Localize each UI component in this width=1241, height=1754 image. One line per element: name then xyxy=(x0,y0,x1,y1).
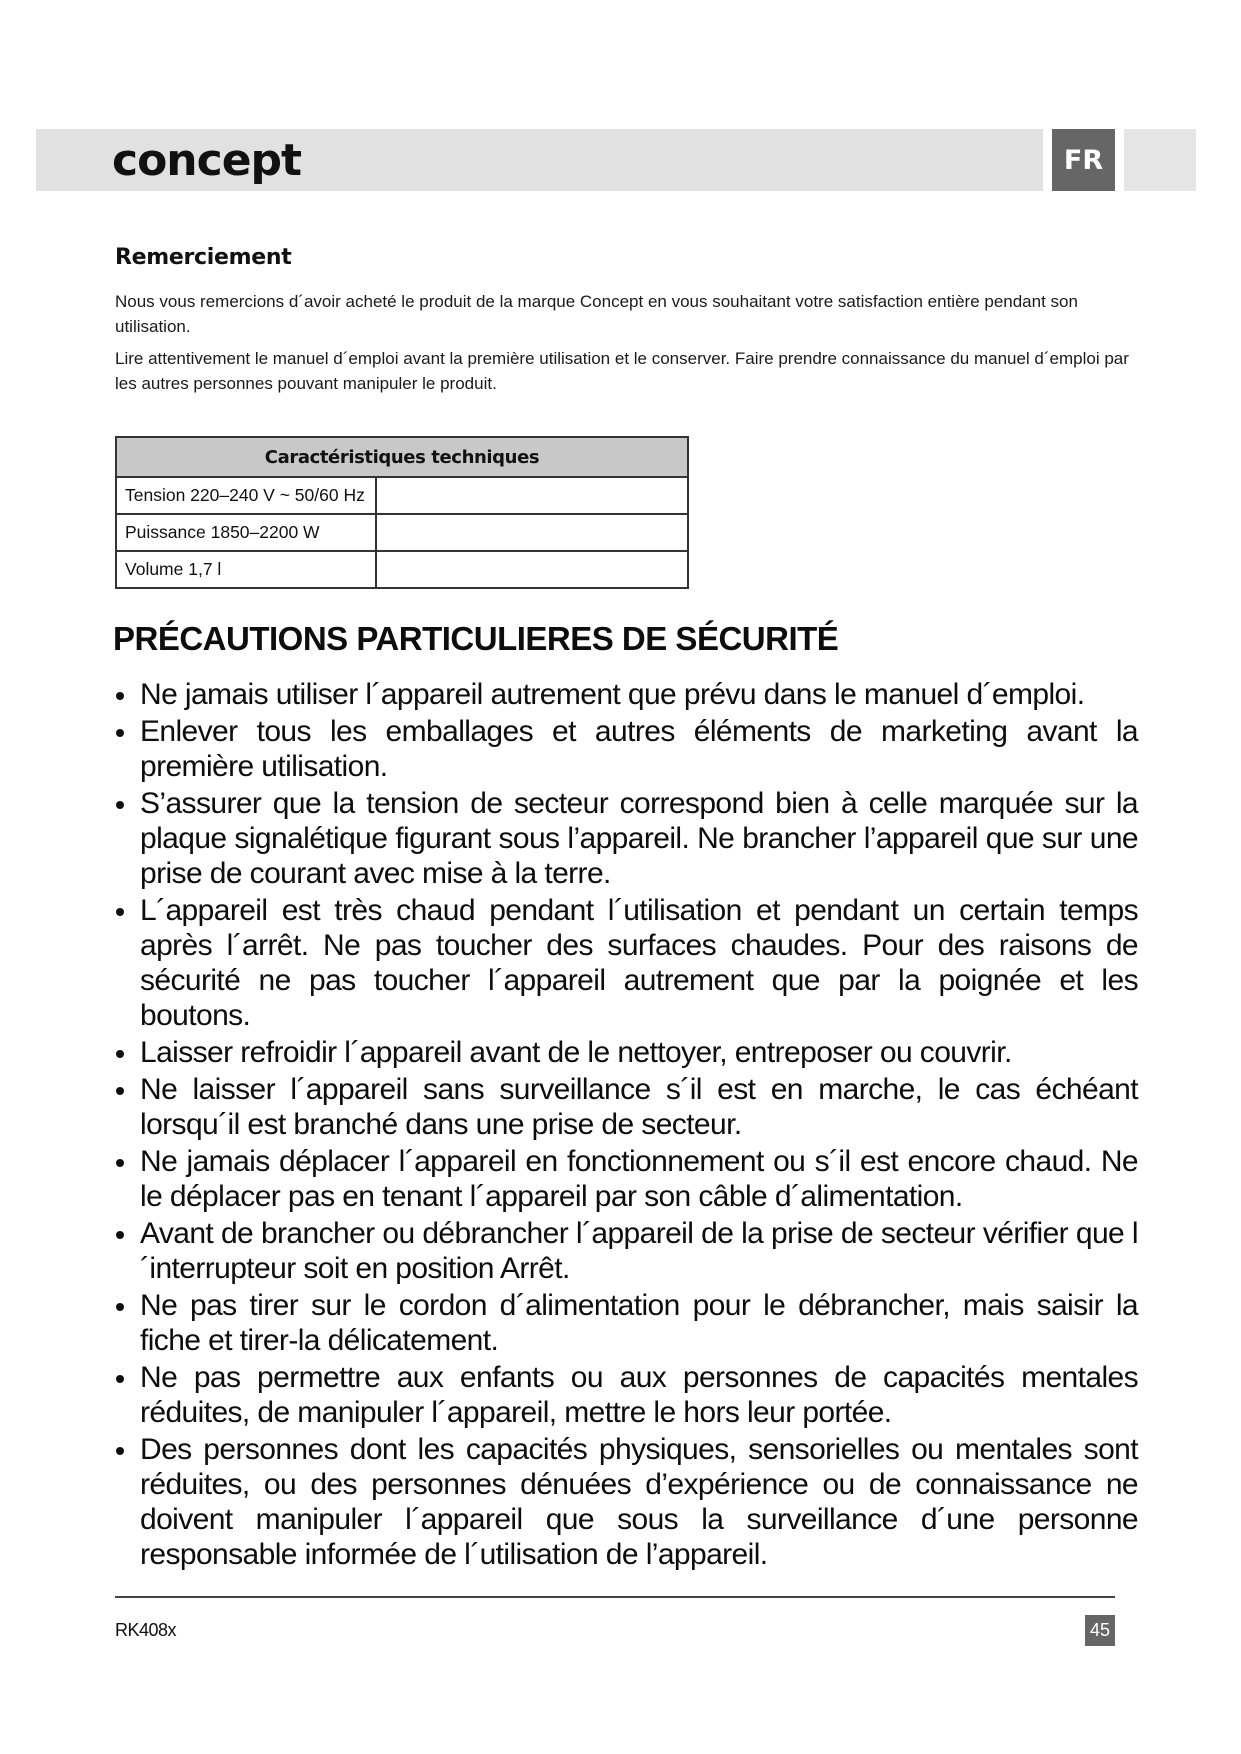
spec-label: Puissance 1850–2200 W xyxy=(116,514,376,551)
bullet-icon xyxy=(116,1159,124,1167)
list-item: Enlever tous les emballages et autres éléments de marketing avant la première utilisation. xyxy=(113,714,1138,784)
bullet-icon xyxy=(116,692,124,700)
brand-logo: concept xyxy=(112,134,302,186)
footer-divider xyxy=(115,1596,1115,1598)
language-badge: FR xyxy=(1052,129,1115,191)
list-item: L´appareil est très chaud pendant l´utilisation et pendant un certain temps après l´arrêt. Ne pas toucher des surfaces chaudes. Pour des raisons de sécurité ne pas toucher l´appareil autrement que par la poignée et les boutons. xyxy=(113,893,1138,1033)
spec-value xyxy=(376,551,688,588)
bullet-icon xyxy=(116,908,124,916)
specs-table-title: Caractéristiques techniques xyxy=(116,437,688,477)
list-item: S’assurer que la tension de secteur correspond bien à celle marquée sur la plaque signalétique figurant sous l’appareil. Ne brancher l’appareil que sur une prise de courant avec mise à la terre. xyxy=(113,786,1138,891)
list-item: Laisser refroidir l´appareil avant de le nettoyer, entreposer ou couvrir. xyxy=(113,1035,1138,1070)
safety-heading: PRÉCAUTIONS PARTICULIERES DE SÉCURITÉ xyxy=(113,620,839,657)
thanks-paragraph: Lire attentivement le manuel d´emploi avant la première utilisation et le conserver. Faire prendre connaissance du manuel d´emploi par les autres personnes pouvant manipuler le produit. xyxy=(115,349,1129,393)
table-row xyxy=(116,477,688,514)
model-number: RK408x xyxy=(115,1620,177,1640)
safety-list xyxy=(113,677,1138,1574)
list-item: Ne laisser l´appareil sans surveillance s´il est en marche, le cas échéant lorsqu´il est branché dans une prise de secteur. xyxy=(113,1072,1138,1142)
bullet-icon xyxy=(116,1050,124,1058)
bullet-icon xyxy=(116,801,124,809)
spec-value xyxy=(376,477,688,514)
bullet-icon xyxy=(116,1087,124,1095)
list-item: Avant de brancher ou débrancher l´appareil de la prise de secteur vérifier que l´interrupteur soit en position Arrêt. xyxy=(113,1216,1138,1286)
bullet-icon xyxy=(116,1375,124,1383)
list-item: Ne jamais utiliser l´appareil autrement que prévu dans le manuel d´emploi. xyxy=(113,677,1138,712)
thanks-heading: Remerciement xyxy=(115,245,292,270)
list-item: Ne jamais déplacer l´appareil en fonctionnement ou s´il est encore chaud. Ne le déplacer pas en tenant l´appareil par son câble d´alimentation. xyxy=(113,1144,1138,1214)
header-strip xyxy=(1124,129,1196,191)
spec-label: Volume 1,7 l xyxy=(116,551,376,588)
list-item: Ne pas tirer sur le cordon d´alimentation pour le débrancher, mais saisir la fiche et tirer-la délicatement. xyxy=(113,1288,1138,1358)
table-row xyxy=(116,514,688,551)
list-item: Ne pas permettre aux enfants ou aux personnes de capacités mentales réduites, de manipuler l´appareil, mettre le hors leur portée. xyxy=(113,1360,1138,1430)
bullet-icon xyxy=(116,729,124,737)
bullet-icon xyxy=(116,1303,124,1311)
bullet-icon xyxy=(116,1447,124,1455)
specs-table xyxy=(115,436,689,589)
bullet-icon xyxy=(116,1231,124,1239)
thanks-paragraph: Nous vous remercions d´avoir acheté le produit de la marque Concept en vous souhaitant votre satisfaction entière pendant son utilisation. xyxy=(115,292,1078,336)
table-row xyxy=(116,551,688,588)
spec-value xyxy=(376,514,688,551)
list-item: Des personnes dont les capacités physiques, sensorielles ou mentales sont réduites, ou des personnes dénuées d’expérience ou de connaissance ne doivent manipuler l´appareil que sous la surveillance d´une personne responsable informée de l´utilisation de l’appareil. xyxy=(113,1432,1138,1572)
spec-label: Tension 220–240 V ~ 50/60 Hz xyxy=(116,477,376,514)
page-number: 45 xyxy=(1085,1615,1115,1646)
